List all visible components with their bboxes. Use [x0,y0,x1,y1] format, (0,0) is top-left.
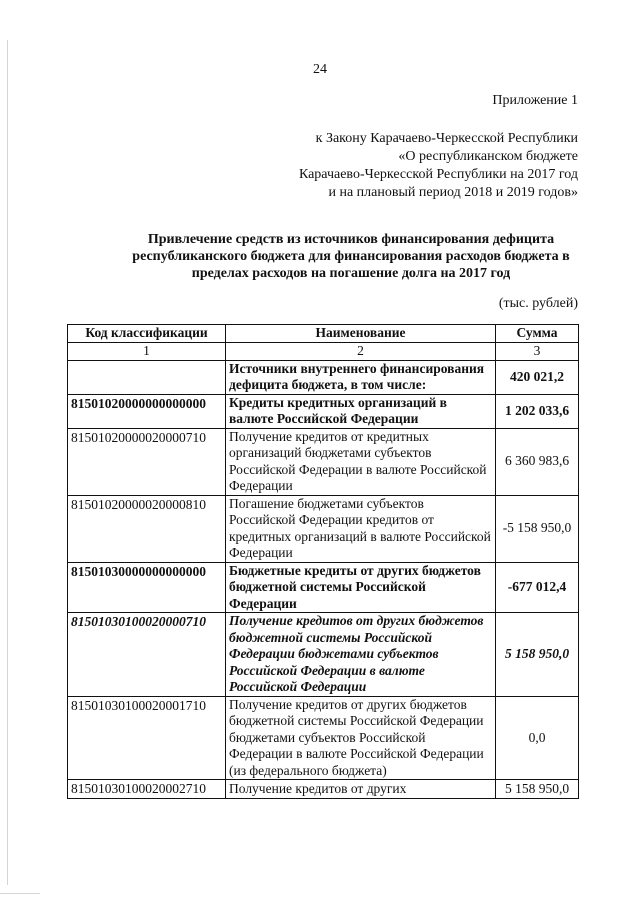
appendix-label: Приложение 1 [492,93,578,108]
header-name: Наименование [226,325,496,343]
header-code: Код классификации [68,325,226,343]
law-reference-line: Карачаево-Черкесской Республики на 2017 год [298,167,578,182]
row-code: 81501020000020000710 [68,428,226,495]
row-name: Источники внутреннего финансирования дефицита бюджета, в том числе: [226,360,496,394]
column-number-row [68,343,579,361]
document-title [70,231,632,282]
column-number: 3 [496,343,579,361]
table-row [68,394,579,428]
column-number: 2 [226,343,496,361]
row-sum: 0,0 [496,696,579,780]
row-name: Погашение бюджетами субъектов Российской Федерации кредитов от кредитных организаций в валюте Российской Федерации [226,495,496,562]
scan-edge-bottom [0,893,40,894]
table-row [68,360,579,394]
table-row [68,562,579,613]
row-code: 81501020000000000000 [68,394,226,428]
title-line: Привлечение средств из источников финансирования дефицита [147,232,555,247]
law-reference [299,130,578,202]
row-code: 81501030100020002710 [68,780,226,799]
title-line: пределах расходов на погашение долга на 2017 год [191,266,511,281]
scan-edge-left [7,40,8,885]
table-row [68,428,579,495]
row-code: 81501030000000000000 [68,562,226,613]
row-code: 81501020000020000810 [68,495,226,562]
table-row [68,780,579,799]
row-name: Кредиты кредитных организаций в валюте Российской Федерации [226,394,496,428]
row-name: Получение кредитов от других бюджетов бюджетной системы Российской Федерации бюджетами субъектов Российской Федерации в валюте Российской Федерации (из федерального бюджета) [226,696,496,780]
law-reference-line: и на плановый период 2018 и 2019 годов» [328,185,578,200]
row-name: Получение кредитов от кредитных организаций бюджетами субъектов Российской Федерации в валюте Российской Федерации [226,428,496,495]
row-code [68,360,226,394]
table-row [68,613,579,697]
table-row [68,696,579,780]
table-row [68,495,579,562]
row-sum: 5 158 950,0 [496,613,579,697]
budget-sources-table [67,324,579,799]
column-number: 1 [68,343,226,361]
row-name: Бюджетные кредиты от других бюджетов бюджетной системы Российской Федерации [226,562,496,613]
row-sum: 5 158 950,0 [496,780,579,799]
table-header-row [68,325,579,343]
row-code: 81501030100020001710 [68,696,226,780]
row-sum: -677 012,4 [496,562,579,613]
header-sum: Сумма [496,325,579,343]
row-code: 81501030100020000710 [68,613,226,697]
law-reference-line: «О республиканском бюджете [398,149,578,164]
page-number: 24 [313,62,327,77]
row-name: Получение кредитов от других бюджетов бюджетной системы Российской Федерации бюджетами субъектов Российской Федерации в валюте Российской Федерации [226,613,496,697]
law-reference-line: к Закону Карачаево-Черкесской Республики [315,131,578,146]
row-name: Получение кредитов от других [226,780,496,799]
title-line: республиканского бюджета для финансирования расходов бюджета в [132,249,570,264]
row-sum: 420 021,2 [496,360,579,394]
row-sum: -5 158 950,0 [496,495,579,562]
units-label: (тыс. рублей) [498,296,578,311]
row-sum: 1 202 033,6 [496,394,579,428]
row-sum: 6 360 983,6 [496,428,579,495]
